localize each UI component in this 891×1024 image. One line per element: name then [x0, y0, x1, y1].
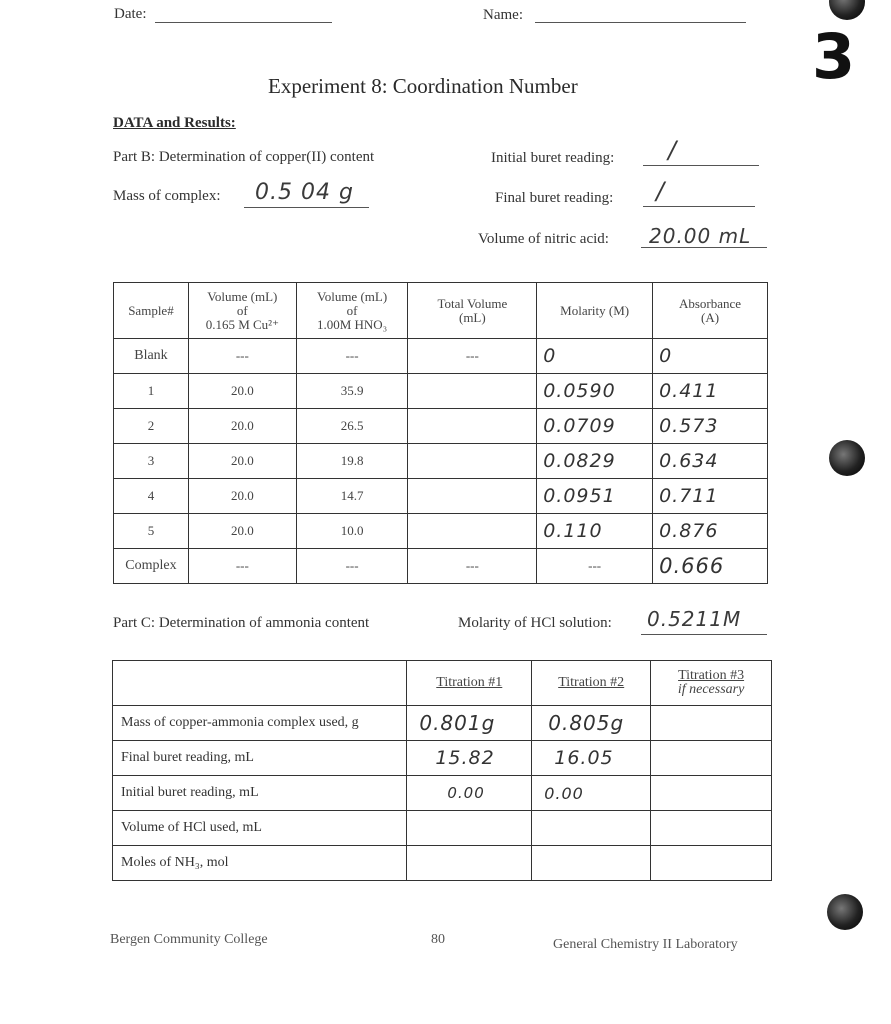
- hcl-molarity-line: [641, 634, 767, 635]
- total-volume-cell[interactable]: [408, 374, 537, 409]
- table-row: [114, 339, 768, 374]
- final-buret-value[interactable]: /: [656, 177, 666, 205]
- absorbance-cell[interactable]: 0.876: [653, 514, 768, 549]
- molarity-cell[interactable]: 0.0951: [537, 479, 653, 514]
- cu-volume-cell: 20.0: [188, 479, 296, 514]
- date-label: Date:: [114, 6, 147, 22]
- footer-page-number: 80: [431, 932, 445, 947]
- titration-3-cell[interactable]: [651, 776, 772, 811]
- table-row: [113, 706, 772, 741]
- total-volume-cell[interactable]: ---: [408, 339, 537, 374]
- name-label: Name:: [483, 7, 523, 23]
- mass-of-complex-line: [244, 207, 369, 208]
- total-volume-cell[interactable]: [408, 479, 537, 514]
- sample-cell: 4: [114, 479, 189, 514]
- table-row: [114, 514, 768, 549]
- nitric-acid-volume-value[interactable]: 20.00 mL: [649, 224, 752, 248]
- hno3-volume-cell: 10.0: [296, 514, 408, 549]
- sample-cell: Blank: [114, 339, 189, 374]
- header-blank: [113, 661, 407, 706]
- hno3-volume-cell: ---: [296, 339, 408, 374]
- titration-1-cell[interactable]: [407, 811, 532, 846]
- cu-volume-cell: ---: [188, 339, 296, 374]
- header-volume-cu: Volume (mL) of 0.165 M Cu²⁺: [188, 283, 296, 339]
- part-b-heading: Part B: Determination of copper(II) content: [113, 149, 375, 165]
- hno3-volume-cell: 35.9: [296, 374, 408, 409]
- footer-college: Bergen Community College: [110, 932, 268, 947]
- molarity-cell[interactable]: 0.0590: [537, 374, 653, 409]
- header-titration-3: Titration #3 if necessary: [651, 661, 772, 706]
- cu-volume-cell: 20.0: [188, 409, 296, 444]
- hcl-molarity-value[interactable]: 0.5211M: [647, 607, 742, 631]
- table-row: [114, 549, 768, 584]
- molarity-cell: ---: [537, 549, 653, 584]
- header-absorbance: Absorbance (A): [653, 283, 768, 339]
- nitric-acid-volume-label: Volume of nitric acid:: [478, 231, 609, 247]
- row-label: Initial buret reading, mL: [113, 776, 407, 811]
- cu-volume-cell: 20.0: [188, 514, 296, 549]
- table-row: [113, 741, 772, 776]
- titration-3-cell[interactable]: [651, 846, 772, 881]
- titration-2-cell[interactable]: 16.05: [532, 741, 651, 776]
- molarity-cell[interactable]: 0.0709: [537, 409, 653, 444]
- titration-3-cell[interactable]: [651, 741, 772, 776]
- titration-1-cell[interactable]: [407, 846, 532, 881]
- cu-volume-cell: 20.0: [188, 444, 296, 479]
- titration-1-cell[interactable]: 0.00: [407, 776, 532, 811]
- titration-2-cell[interactable]: [532, 811, 651, 846]
- total-volume-cell[interactable]: [408, 514, 537, 549]
- cu-volume-cell: 20.0: [188, 374, 296, 409]
- table-row: [114, 374, 768, 409]
- header-volume-hno3: Volume (mL) of 1.00M HNO₃: [296, 283, 408, 339]
- mass-of-complex-label: Mass of complex:: [113, 188, 221, 204]
- initial-buret-label: Initial buret reading:: [491, 150, 615, 166]
- row-label: Mass of copper-ammonia complex used, g: [113, 706, 407, 741]
- absorbance-cell[interactable]: 0.711: [653, 479, 768, 514]
- row-label: Volume of HCl used, mL: [113, 811, 407, 846]
- sample-cell: 1: [114, 374, 189, 409]
- absorbance-cell[interactable]: 0.573: [653, 409, 768, 444]
- initial-buret-value[interactable]: /: [668, 136, 678, 164]
- row-label: Final buret reading, mL: [113, 741, 407, 776]
- hcl-molarity-label: Molarity of HCl solution:: [458, 615, 612, 631]
- copper-content-table: [113, 282, 768, 584]
- hno3-volume-cell: ---: [296, 549, 408, 584]
- sample-cell: 5: [114, 514, 189, 549]
- absorbance-cell[interactable]: 0.634: [653, 444, 768, 479]
- cu-volume-cell: ---: [188, 549, 296, 584]
- molarity-cell[interactable]: 0.110: [537, 514, 653, 549]
- absorbance-cell[interactable]: 0.666: [653, 549, 768, 584]
- punch-hole-bottom: [827, 894, 863, 930]
- molarity-cell[interactable]: 0: [537, 339, 653, 374]
- final-buret-line: [643, 206, 755, 207]
- titration-1-cell[interactable]: 15.82: [407, 741, 532, 776]
- table-row: [113, 776, 772, 811]
- punch-hole-top: [829, 0, 865, 20]
- name-field[interactable]: [535, 22, 746, 23]
- header-sample: Sample#: [114, 283, 189, 339]
- titration-3-cell[interactable]: [651, 811, 772, 846]
- hno3-volume-cell: 14.7: [296, 479, 408, 514]
- section-title: DATA and Results:: [113, 115, 236, 131]
- total-volume-cell: ---: [408, 549, 537, 584]
- titration-1-cell[interactable]: 0.801g: [407, 706, 532, 741]
- sample-cell: 3: [114, 444, 189, 479]
- total-volume-cell[interactable]: [408, 409, 537, 444]
- molarity-cell[interactable]: 0.0829: [537, 444, 653, 479]
- page-title: Experiment 8: Coordination Number: [268, 74, 578, 98]
- titration-3-cell[interactable]: [651, 706, 772, 741]
- titration-2-cell[interactable]: [532, 846, 651, 881]
- part-c-heading: Part C: Determination of ammonia content: [113, 615, 370, 631]
- row-label: Moles of NH₃, mol: [113, 846, 407, 881]
- table-row: [113, 811, 772, 846]
- table-row: [114, 479, 768, 514]
- mass-of-complex-value[interactable]: 0.5 04 g: [255, 180, 354, 205]
- header-titration-1: Titration #1: [407, 661, 532, 706]
- hno3-volume-cell: 26.5: [296, 409, 408, 444]
- hno3-volume-cell: 19.8: [296, 444, 408, 479]
- page-marker: 3: [812, 20, 856, 93]
- header-total-volume: Total Volume (mL): [408, 283, 537, 339]
- total-volume-cell[interactable]: [408, 444, 537, 479]
- punch-hole-middle: [829, 440, 865, 476]
- titration-2-cell[interactable]: 0.805g: [532, 706, 651, 741]
- absorbance-cell[interactable]: 0: [653, 339, 768, 374]
- table-row: [114, 409, 768, 444]
- date-field[interactable]: [155, 22, 332, 23]
- table-row: [113, 846, 772, 881]
- header-titration-2: Titration #2: [532, 661, 651, 706]
- absorbance-cell[interactable]: 0.411: [653, 374, 768, 409]
- header-molarity: Molarity (M): [537, 283, 653, 339]
- sample-cell: 2: [114, 409, 189, 444]
- initial-buret-line: [643, 165, 759, 166]
- footer-lab-name: General Chemistry II Laboratory: [553, 937, 738, 952]
- sample-cell: Complex: [114, 549, 189, 584]
- table-row: [114, 444, 768, 479]
- ammonia-content-table: [112, 660, 772, 881]
- final-buret-label: Final buret reading:: [495, 190, 614, 206]
- titration-2-cell[interactable]: 0.00: [532, 776, 651, 811]
